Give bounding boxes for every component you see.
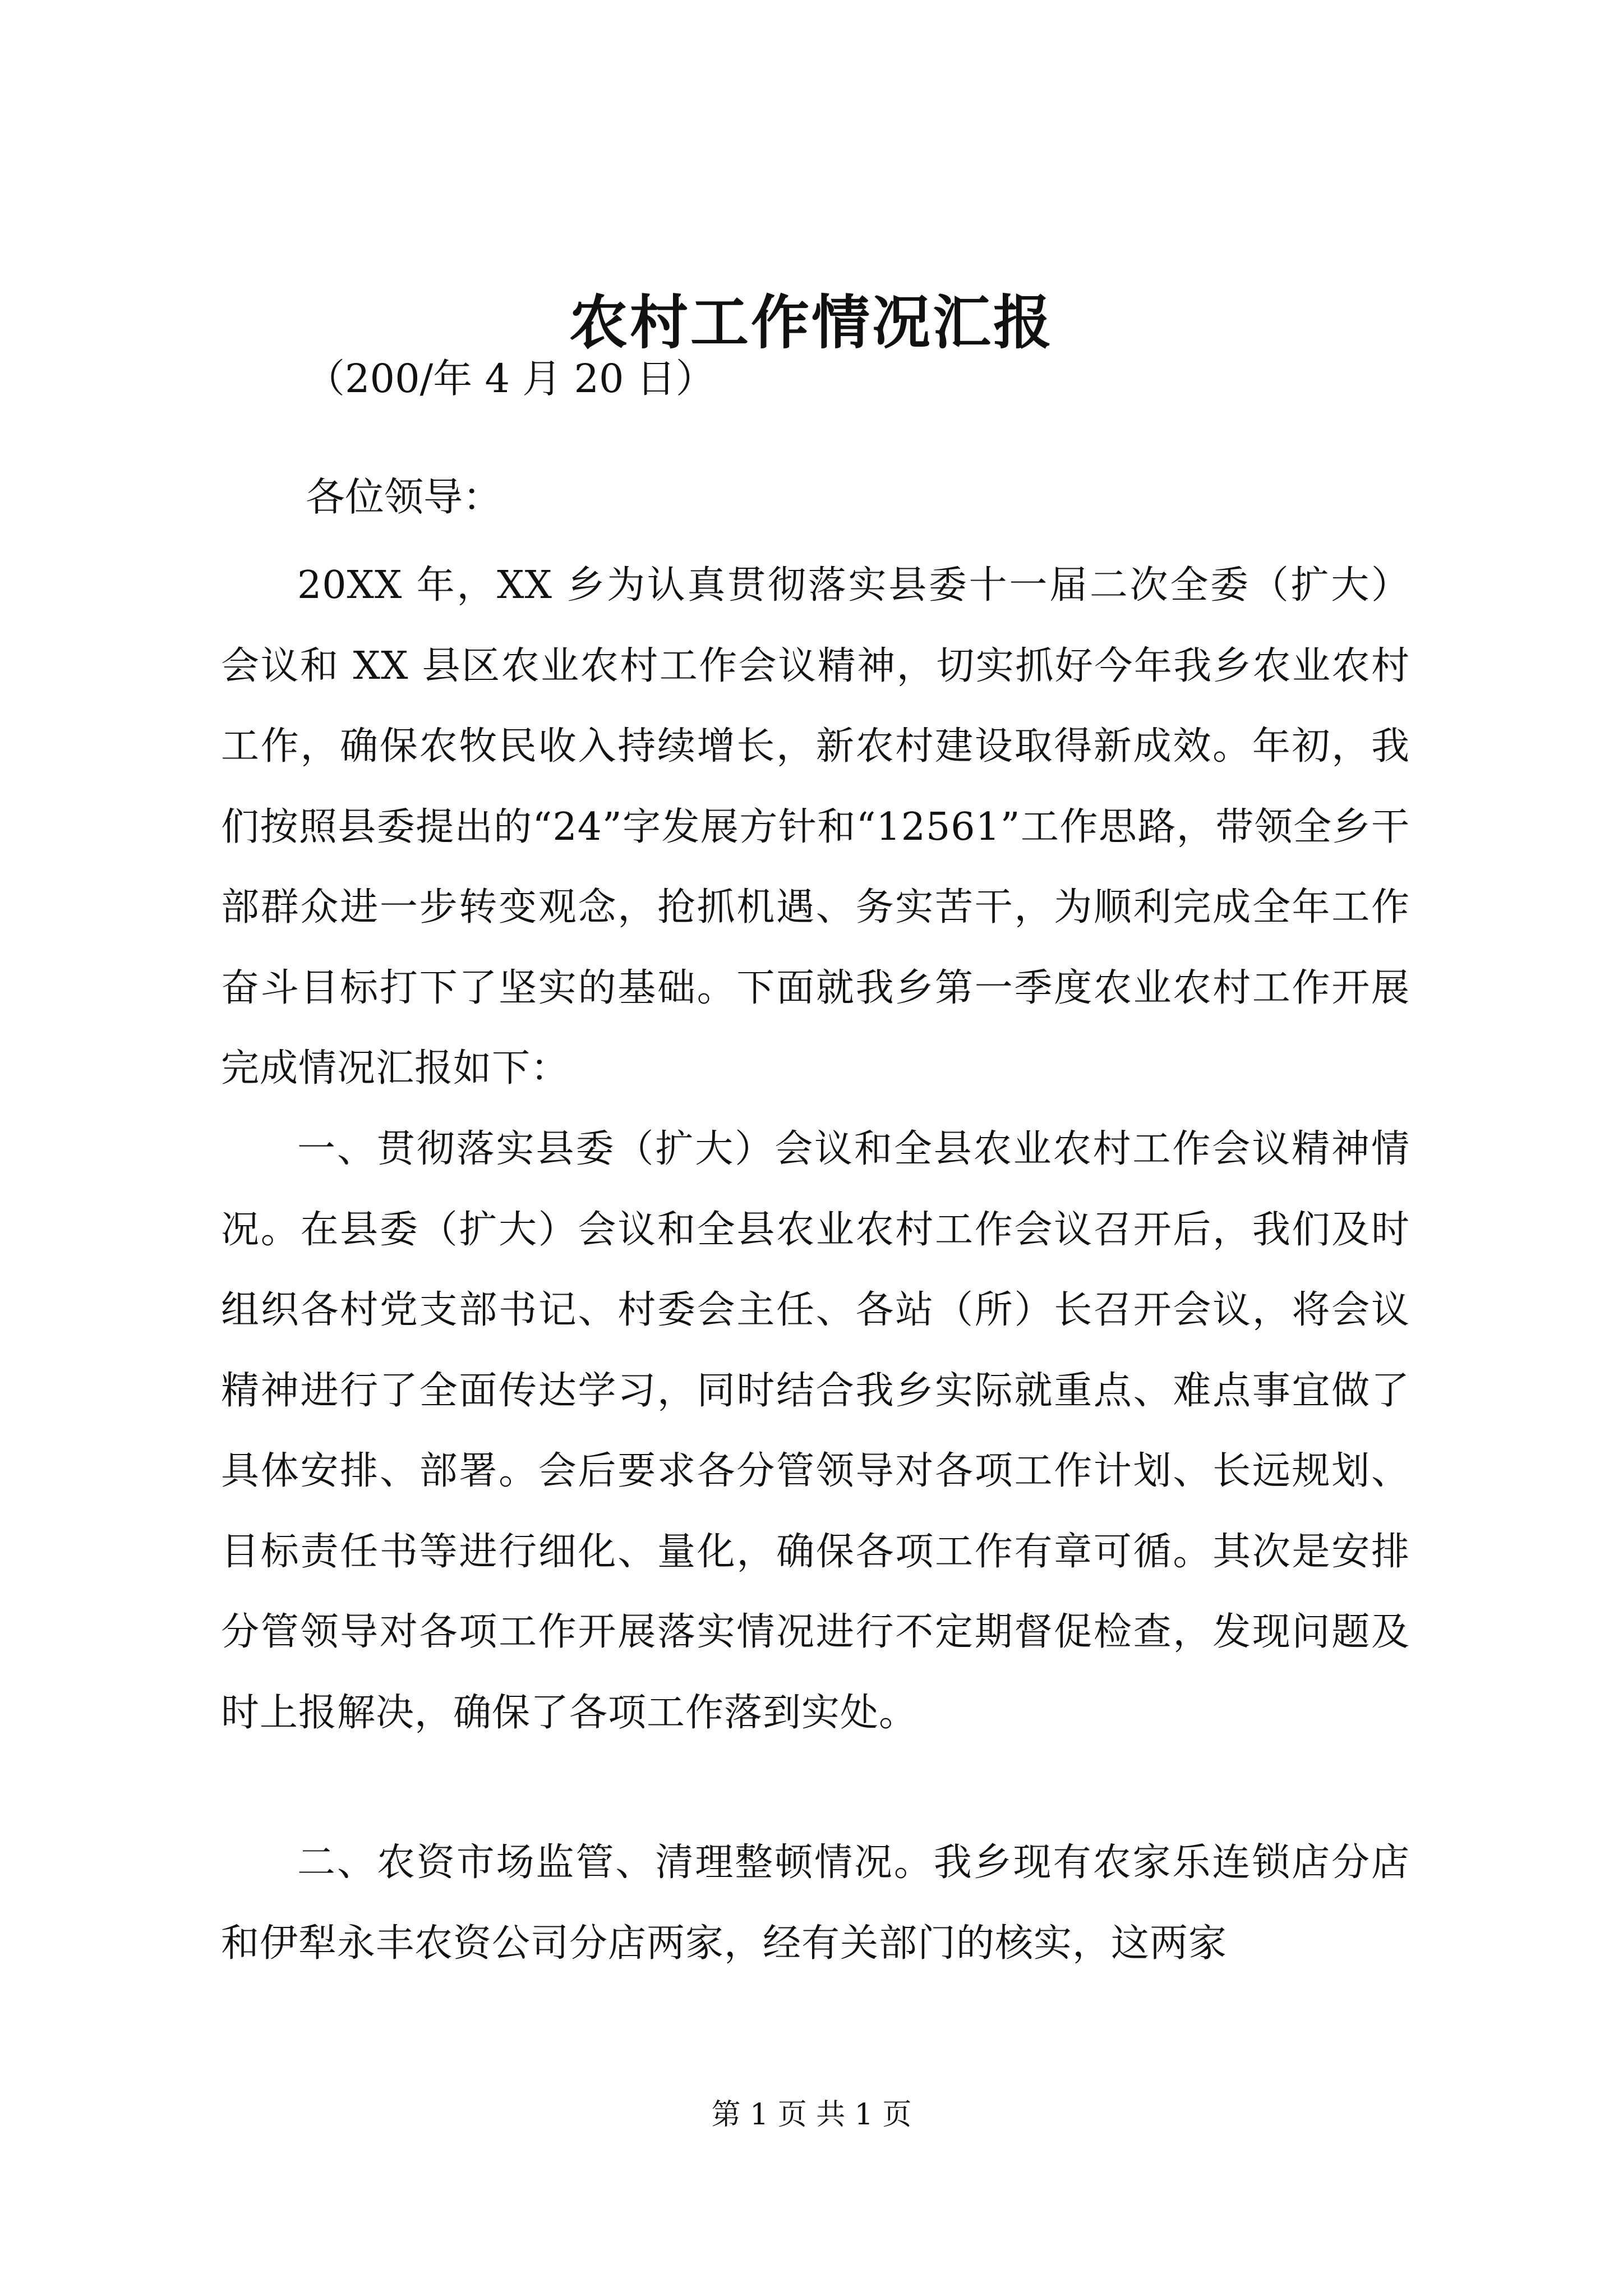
paragraph-section-one: 一、贯彻落实县委（扩大）会议和全县农业农村工作会议精神情况。在县委（扩大）会议和全县农业农村工作会议召开后，我们及时组织各村党支部书记、村委会主任、各站（所）长召开会议，将会议精神进行了全面传达学习，同时结合我乡实际就重点、难点事宜做了具体安排、部署。会后要求各分管领导对各项工作计划、长远规划、目标责任书等进行细化、量化，确保各项工作有章可循。其次是安排分管领导对各项工作开展落实情况进行不定期督促检查，发现问题及时上报解决，确保了各项工作落到实处。 (221, 1127, 1410, 1735)
document-title: 农村工作情况汇报 (569, 288, 1054, 357)
page-footer: 第 1 页 共 1 页 (711, 2098, 912, 2132)
paragraph-section-two: 二、农资市场监管、清理整顿情况。我乡现有农家乐连锁店分店和伊犁永丰农资公司分店两家，经有关部门的核实，这两家 (221, 1841, 1410, 1966)
paragraph-intro: 20XX 年，XX 乡为认真贯彻落实县委十一届二次全委（扩大）会议和 XX 县区农业农村工作会议精神，切实抓好今年我乡农业农村工作，确保农牧民收入持续增长，新农村建设取得新成效。年初，我们按照县委提出的“24”字发展方针和“12561”工作思路，带领全乡干部群众进一步转变观念，抢抓机遇、务实苦干，为顺利完成全年工作奋斗目标打下了坚实的基础。下面就我乡第一季度农业农村工作开展完成情况汇报如下： (221, 563, 1410, 1091)
report-date: （200/年 4 月 20 日） (306, 356, 715, 402)
salutation: 各位领导： (306, 474, 502, 520)
